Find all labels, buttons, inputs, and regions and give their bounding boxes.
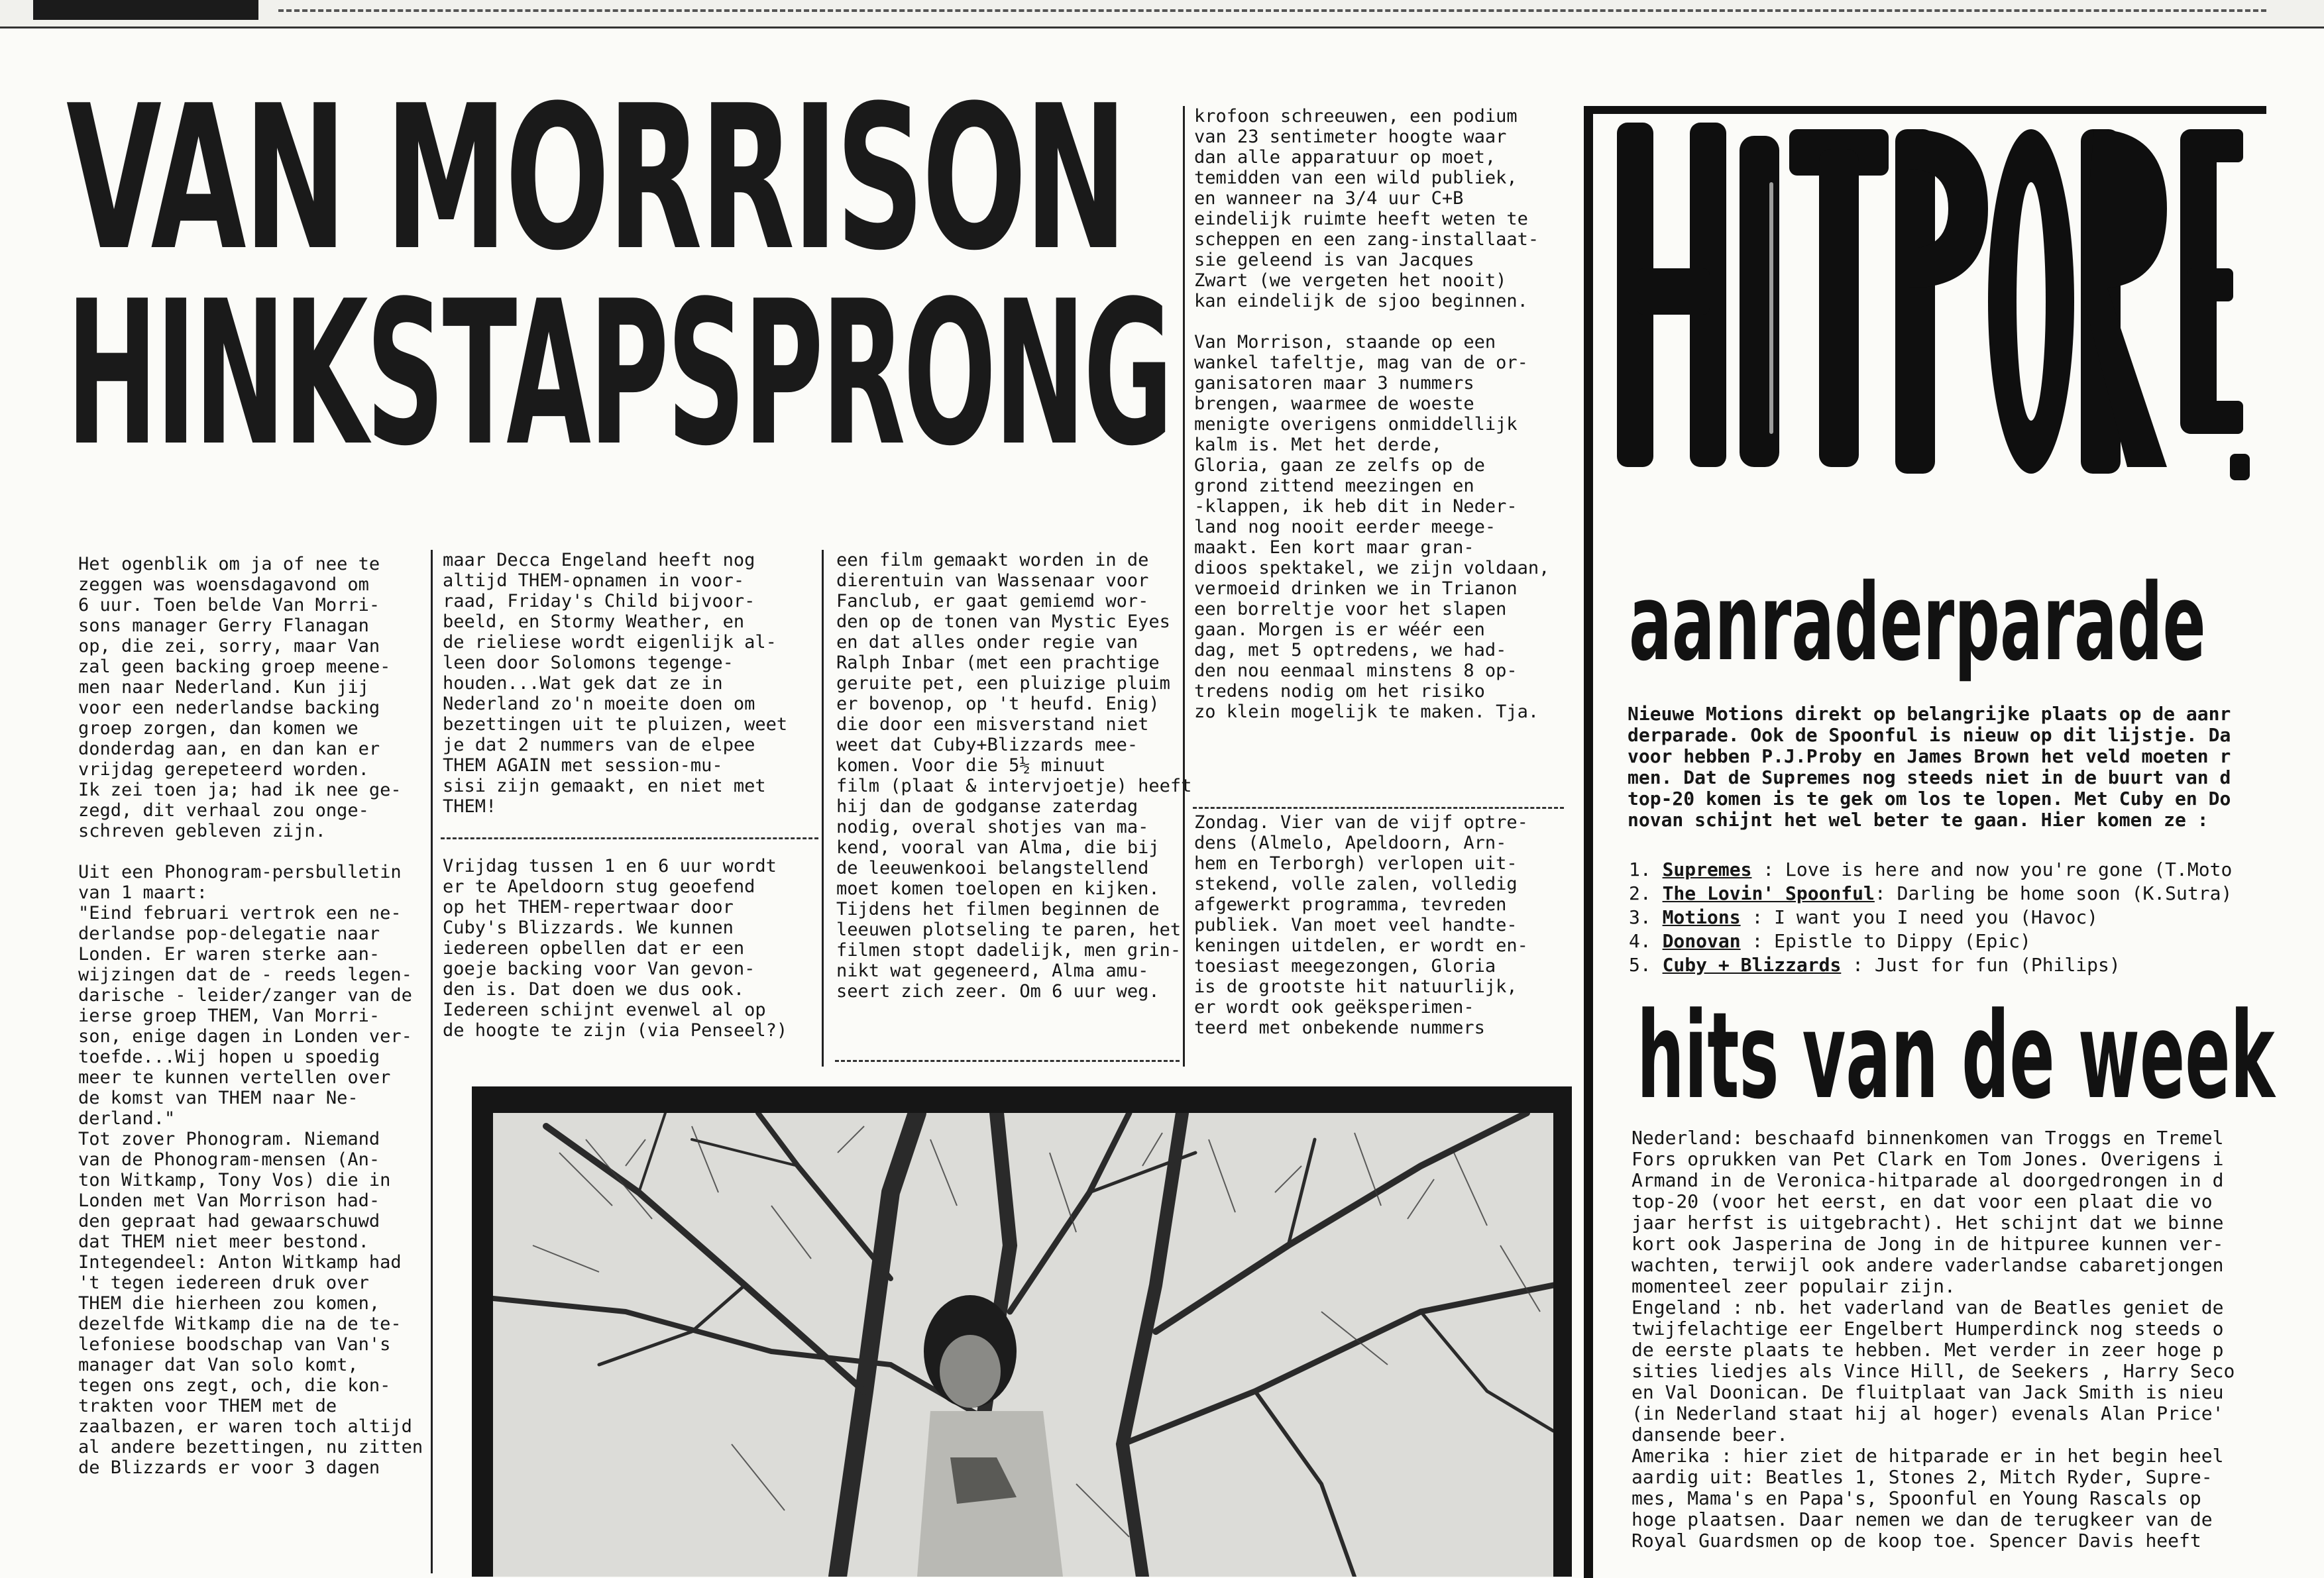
hits-van-de-week-text: Nederland: beschaafd binnenkomen van Troggs en Tremel Fors oprukken van Pet Clark en Tom Jones. Overigens i Armand in de Veronica-hitparade al doorgedrongen in d top-20 (voor het eerst, en dat voor een plaat die vo jaar herfst is uitgebracht). Het schijnt dat we binne kort ook Jasperina de Jong in de hitpuree kunnen ver- wachten, terwijl ook andere vaderlandse cabaretjongen momenteel zeer populair zijn. Engeland : nb. het vaderland van de Beatles geniet de twijfelachtige eer Engelbert Humperdinck nog steeds o de eerste plaats te hebben. Met verder in zeer hoge p sities liedjes als Vince Hill, de Seekers , Harry Seco en Val Doonican. De fluitplaat van Jack Smith is nieu (in Nederland staat hij al hoger) evenals Alan Price' dansende beer. Amerika : hier ziet de hitparade er in het begin heel aardig uit: Beatles 1, Stones 2, Mitch Ryder, Supre- mes, Mama's en Papa's, Spoonful en Young Rascals op hoge plaatsen. Daar nemen we dan de terugkeer van de Royal Guardsmen op de koop toe. Spencer Davis heeft: [1632, 1127, 2235, 1552]
list-item-song: : Love is here and now you're gone (T.Moto: [1751, 859, 2233, 880]
column-4-dashed-separator: [1193, 807, 1564, 809]
aanraderparade-intro: Nieuwe Motions direkt op belangrijke plaats op de aanr derparade. Ook de Spoonful is nieuw op dit lijstje. Da voor hebben P.J.Proby en James Brown het veld moeten r men. Dat de Supremes nog steeds niet in de buurt van d top-20 komen is te gek om los te lopen. Met Cuby en Do novan schijnt het wel beter te gaan. Hier komen ze :: [1628, 703, 2231, 831]
article-column-4a: krofoon schreeuwen, een podium van 23 sentimeter hoogte waar dan alle apparatuur op moet, temidden van een wild publiek, en wanneer na 3/4 uur C+B eindelijk ruimte heeft weten te scheppen en een zang-installaat- sie geleend is van Jacques Zwart (we vergeten het nooit) kan eindelijk de sjoo beginnen. Van Morrison, staande op een wankel tafeltje, mag van de or- ganisatoren maar 3 nummers brengen, waarmee de woeste menigte overigens onmiddellijk kalm is. Met het derde, Gloria, gaan ze zelfs op de grond zittend meezingen en -klappen, ik heb dit in Neder- land nog nooit eerder meege- maakt. Een kort maar gran- dioos spektakel, we zijn voldaan, vermoeid drinken we in Trianon een borreltje voor het slapen gaan. Morgen is er wéér een dag, met 5 optredens, we had- den nou eenmaal minstens 8 op- tredens nodig om het risiko zo klein mogelijk te maken. Tja.: [1194, 106, 1550, 722]
article-column-2a: maar Decca Engeland heeft nog altijd THEM-opnamen in voor- raad, Friday's Child bijvoor- beeld, en Stormy Weather, en de rieliese wordt eigenlijk al- leen door Solomons tegenge- houden...Wat gek dat ze in Nederland zo'n moeite doen om bezettingen uit te pluizen, weet je dat 2 nummers van de elpee THEM AGAIN met session-mu- sisi zijn gemaakt, en niet met THEM!: [443, 550, 788, 817]
column-divider-2: [822, 550, 824, 1067]
photo-van-morrison-in-tree: [493, 1113, 1553, 1577]
aanraderparade-heading: aanraderparade: [1629, 560, 2206, 684]
hitpore-title-art: [1617, 123, 2253, 507]
column-3-dashed-separator: [835, 1060, 1180, 1062]
list-item-number: 4.: [1629, 930, 1651, 952]
list-item-artist: Motions: [1662, 906, 1741, 928]
article-column-2b: Vrijdag tussen 1 en 6 uur wordt er te Apeldoorn stug geoefend op het THEM-repertwaar door Cuby's Blizzards. We kunnen iedereen opbellen dat er een goeje backing voor Van gevon- den is. Dat doen we dus ook. Iedereen schijnt evenwel al op de hoogte te zijn (via Penseel?): [443, 856, 788, 1041]
top-black-block: [33, 0, 258, 20]
list-item: [1629, 953, 2232, 977]
column-divider-3: [1183, 106, 1185, 1067]
article-column-3: een film gemaakt worden in de dierentuin van Wassenaar voor Fanclub, er gaat gemiemd wor- den op de tonen van Mystic Eyes en dat alles onder regie van Ralph Inbar (met een prachtige geruite pet, een pluizige pluim er bovenop, op 't heufd. Enig) die door een misverstand niet weet dat Cuby+Blizzards mee- komen. Voor die 5½ minuut film (plaat & intervjoetje) heeft hij dan de godganse zaterdag nodig, overal shotjes van ma- kend, vooral van Alma, die bij de leeuwenkooi belangstellend moet komen toelopen en kijken. Tijdens het filmen beginnen de leeuwen plotseling te paren, het filmen stopt dadelijk, men grin- nikt wat gegeneerd, Alma amu- seert zich zeer. Om 6 uur weg.: [836, 550, 1192, 1002]
column-divider-1: [431, 550, 433, 1573]
list-item-artist: Donovan: [1662, 930, 1741, 952]
list-item-number: 2.: [1629, 882, 1651, 904]
list-item-song: : I want you I need you (Havoc): [1740, 906, 2099, 928]
headline-line-1: VAN MORRISON: [66, 63, 1125, 294]
list-item-song: : Darling be home soon (K.Sutra): [1874, 882, 2233, 904]
top-dashed-rule: [278, 9, 2266, 12]
hitpore-logo-image: [1617, 123, 2253, 507]
list-item-song: : Just for fun (Philips): [1841, 954, 2121, 976]
list-item: [1629, 929, 2232, 953]
list-item: [1629, 882, 2232, 906]
list-item-artist: Supremes: [1662, 859, 1752, 880]
article-column-4b: Zondag. Vier van de vijf optre- dens (Almelo, Apeldoorn, Arn- hem en Terborgh) verlopen uit- stekend, volle zalen, volledig afgewerkt programma, tevreden publiek. Van moet veel handte- keningen uitdelen, er wordt en- toesiast meegezongen, Gloria is de grootste hit natuurlijk, er wordt ook geëksperimen- teerd met onbekende nummers: [1194, 812, 1528, 1038]
hits-van-de-week-heading: hits van de week: [1637, 987, 2275, 1126]
list-item-artist: Cuby + Blizzards: [1662, 954, 1842, 976]
list-item: [1629, 906, 2232, 929]
list-item-song: : Epistle to Dippy (Epic): [1740, 930, 2031, 952]
top-page-band: [0, 0, 2324, 28]
list-item-artist: The Lovin' Spoonful: [1662, 882, 1875, 904]
article-column-1: Het ogenblik om ja of nee te zeggen was woensdagavond om 6 uur. Toen belde Van Morri- sons manager Gerry Flanagan op, die zei, sorry, maar Van zal geen backing groep meene- men naar Nederland. Kun jij voor een nederlandse backing groep zorgen, dan komen we donderdag aan, en dan kan er vrijdag gerepeteerd worden. Ik zei toen ja; had ik nee ge- zegd, dit verhaal zou onge- schreven gebleven zijn. Uit een Phonogram-persbulletin van 1 maart: "Eind februari vertrok een ne- derlandse pop-delegatie naar Londen. Er waren sterke aan- wijzingen dat de - reeds legen- darische - leider/zanger van de ierse groep THEM, Van Morri- son, enige dagen in Londen ver- toefde...Wij hopen u spoedig meer te kunnen vertellen over de komst van THEM naar Ne- derland." Tot zover Phonogram. Niemand van de Phonogram-mensen (An- ton Witkamp, Tony Vos) die in Londen met Van Morrison had- den gepraat had gewaarschuwd dat THEM niet meer bestond. Integendeel: Anton Witkamp had 't tegen iedereen druk over THEM die hierheen zou komen, dezelfde Witkamp die na de te- lefoniese boodschap van Van's manager dat Van solo komt, tegen ons zegt, och, die kon- trakten voor THEM met de zaalbazen, er waren toch altijd al andere bezettingen, nu zitten de Blizzards er voor 3 dagen: [78, 554, 423, 1478]
tree-branches-image: [493, 1113, 1553, 1577]
list-item-number: 5.: [1629, 954, 1651, 976]
list-item-number: 1.: [1629, 859, 1651, 880]
aanraderparade-list: [1629, 858, 2232, 977]
list-item-number: 3.: [1629, 906, 1651, 928]
list-item: [1629, 858, 2232, 882]
column-2-dashed-separator: [441, 837, 818, 839]
headline-line-2: HINKSTAPSPRONG: [66, 258, 1172, 490]
